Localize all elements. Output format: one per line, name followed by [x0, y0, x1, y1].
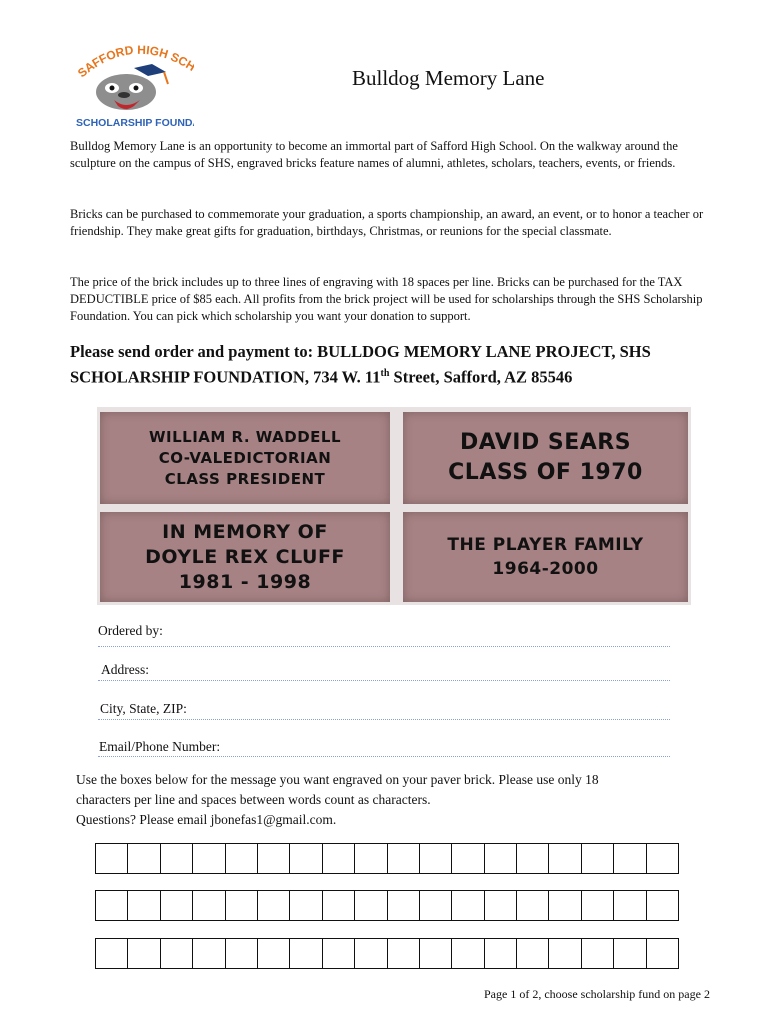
character-box[interactable]: [647, 891, 678, 920]
page-footer: Page 1 of 2, choose scholarship fund on page 2: [484, 987, 710, 1001]
bulldog-mascot-icon: [96, 64, 168, 110]
character-box[interactable]: [549, 844, 581, 873]
city-state-zip-field[interactable]: [98, 719, 670, 720]
logo-bottom-text: SCHOLARSHIP FOUND: [76, 117, 193, 129]
character-box[interactable]: [517, 844, 549, 873]
character-box[interactable]: [96, 891, 128, 920]
brick-text-line: DOYLE REX CLUFF: [145, 545, 345, 568]
character-box[interactable]: [647, 844, 678, 873]
character-box[interactable]: [96, 939, 128, 968]
brick-text-line: CLASS PRESIDENT: [164, 469, 326, 488]
character-box[interactable]: [290, 891, 322, 920]
email-phone-field[interactable]: [98, 756, 670, 757]
character-box[interactable]: [355, 939, 387, 968]
character-box[interactable]: [614, 939, 646, 968]
character-box[interactable]: [290, 844, 322, 873]
character-box[interactable]: [258, 891, 290, 920]
character-box[interactable]: [128, 891, 160, 920]
character-box[interactable]: [452, 844, 484, 873]
character-box[interactable]: [420, 844, 452, 873]
svg-text:SAFFORD HIGH SCHOOL: [74, 40, 194, 80]
character-box[interactable]: [517, 891, 549, 920]
page-title: Bulldog Memory Lane: [352, 66, 545, 90]
brick-text-line: DAVID SEARS: [459, 430, 632, 455]
character-box[interactable]: [582, 891, 614, 920]
brick-text-line: IN MEMORY OF: [162, 520, 328, 543]
character-box[interactable]: [517, 939, 549, 968]
character-box[interactable]: [128, 939, 160, 968]
purchase-paragraph: Bricks can be purchased to commemorate your graduation, a sports championship, an award, an event, or to honor a teacher or friendship. They make great gifts for graduation, birthdays, Christmas, or reunions for the special classmate.: [70, 207, 704, 238]
character-box[interactable]: [420, 891, 452, 920]
character-box[interactable]: [614, 891, 646, 920]
engraving-line-3[interactable]: [95, 938, 679, 969]
price-paragraph: The price of the brick includes up to three lines of engraving with 18 spaces per line. Bricks can be purchased for the TAX DEDUCTIBLE price of $85 each. All profits from the brick project will be used for scholarships through the SHS Scholarship Foundation. You can pick which scholarship you want your donation to support.: [70, 275, 703, 323]
character-box[interactable]: [290, 939, 322, 968]
character-box[interactable]: [485, 844, 517, 873]
logo-arc-text: SAFFORD HIGH SC: [75, 42, 190, 81]
character-box[interactable]: [258, 939, 290, 968]
email-phone-label: Email/Phone Number:: [99, 739, 221, 754]
character-box[interactable]: [161, 891, 193, 920]
character-box[interactable]: [226, 844, 258, 873]
character-box[interactable]: [193, 844, 225, 873]
character-box[interactable]: [355, 891, 387, 920]
character-box[interactable]: [485, 939, 517, 968]
character-box[interactable]: [323, 844, 355, 873]
character-box[interactable]: [161, 844, 193, 873]
engraving-line-1[interactable]: [95, 843, 679, 874]
example-brick: [100, 412, 390, 504]
scholarship-foundation-logo: [74, 40, 194, 130]
brick-text-line: CLASS OF 1970: [448, 460, 643, 485]
character-box[interactable]: [582, 939, 614, 968]
city-state-zip-label: City, State, ZIP:: [100, 701, 187, 716]
brick-text-line: THE PLAYER FAMILY: [447, 535, 644, 555]
ordered-by-field[interactable]: [98, 646, 670, 647]
ordered-by-label: Ordered by:: [98, 623, 163, 638]
brick-text-line: WILLIAM R. WADDELL: [148, 427, 342, 446]
character-box[interactable]: [549, 891, 581, 920]
character-box[interactable]: [226, 891, 258, 920]
example-brick: [100, 512, 390, 602]
character-box[interactable]: [388, 939, 420, 968]
engraving-line-2[interactable]: [95, 890, 679, 921]
character-box[interactable]: [161, 939, 193, 968]
brick-examples-image: [97, 407, 691, 605]
character-box[interactable]: [258, 844, 290, 873]
brick-text-line: 1964-2000: [492, 559, 599, 579]
character-box[interactable]: [452, 939, 484, 968]
mailing-address: Please send order and payment to: BULLDOG MEMORY LANE PROJECT, SHS SCHOLARSHIP FOUNDATION, 734 W. 11th Street, Safford, AZ 85546: [70, 342, 651, 387]
character-box[interactable]: [485, 891, 517, 920]
character-box[interactable]: [193, 939, 225, 968]
character-box[interactable]: [226, 939, 258, 968]
character-box[interactable]: [614, 844, 646, 873]
character-box[interactable]: [323, 891, 355, 920]
character-box[interactable]: [647, 939, 678, 968]
character-box[interactable]: [549, 939, 581, 968]
character-box[interactable]: [582, 844, 614, 873]
character-box[interactable]: [128, 844, 160, 873]
character-box[interactable]: [420, 939, 452, 968]
character-box[interactable]: [193, 891, 225, 920]
intro-paragraph: Bulldog Memory Lane is an opportunity to become an immortal part of Safford High School. On the walkway around the sculpture on the campus of SHS, engraved bricks feature names of alumni, athletes, scholars, teachers, events, or friends.: [70, 139, 678, 170]
character-box[interactable]: [388, 844, 420, 873]
example-brick: [403, 412, 688, 504]
brick-text-line: CO-VALEDICTORIAN: [158, 448, 332, 467]
character-box[interactable]: [323, 939, 355, 968]
character-box[interactable]: [388, 891, 420, 920]
address-field[interactable]: [98, 680, 670, 681]
address-label: Address:: [101, 662, 149, 677]
character-box[interactable]: [452, 891, 484, 920]
character-box[interactable]: [96, 844, 128, 873]
character-box[interactable]: [355, 844, 387, 873]
example-brick: [403, 512, 688, 602]
engraving-instructions: Use the boxes below for the message you want engraved on your paver brick. Please use only 18 characters per line and spaces between words count as characters. Questions? Please email jbonefas1@gmail.com.: [76, 772, 599, 827]
brick-text-line: 1981 - 1998: [178, 570, 312, 593]
